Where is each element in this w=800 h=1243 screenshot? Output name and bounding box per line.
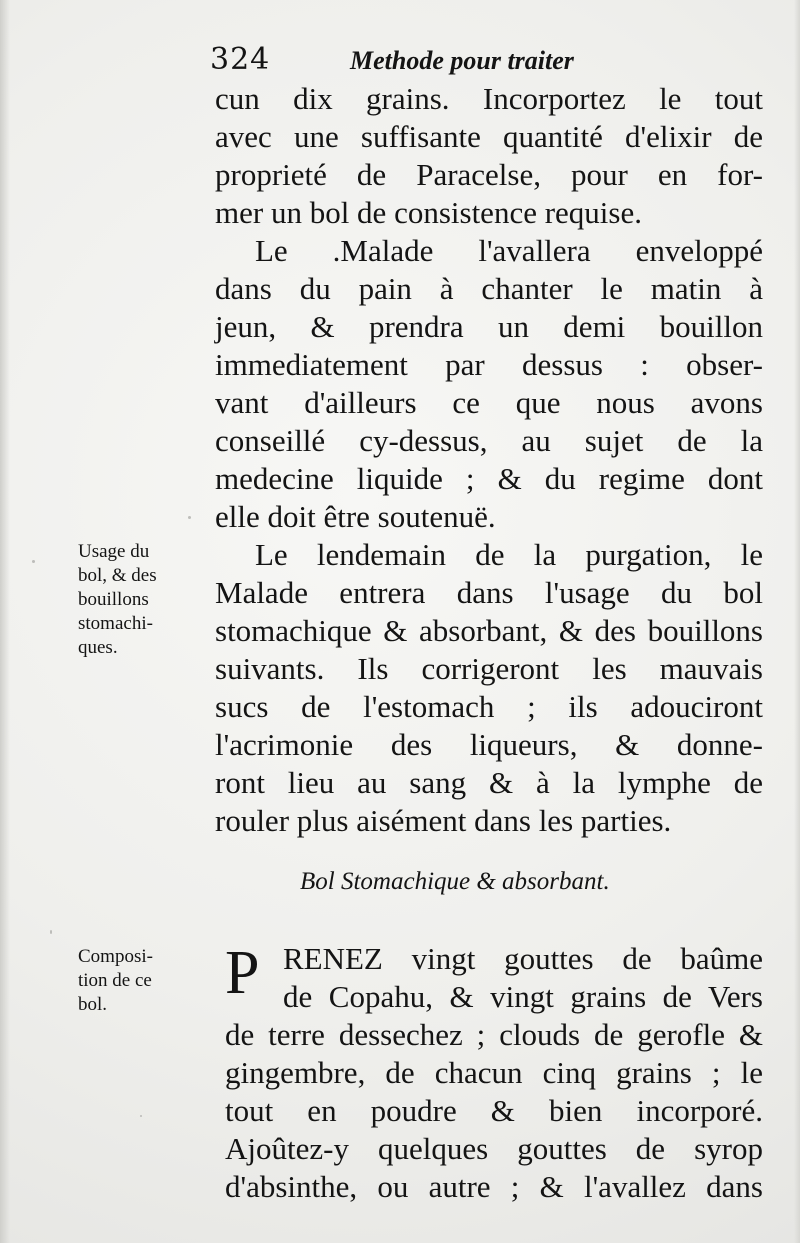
text-line: l'acrimonie des liqueurs, & donne- [215, 727, 763, 762]
drop-cap: P [225, 939, 260, 1007]
running-head [210, 42, 650, 82]
text-line: vant d'ailleurs ce que nous avons [215, 385, 763, 420]
text-line: conseillé cy-dessus, au sujet de la [215, 423, 763, 458]
text-line: Malade entrera dans l'usage du bol [215, 575, 763, 610]
text-line: medecine liquide ; & du regime dont [215, 461, 763, 496]
text-line: de terre dessechez ; clouds de gerofle & [225, 1017, 763, 1052]
page-number: 324 [210, 42, 271, 77]
margin-note-composition [78, 945, 208, 1017]
text-line: sucs de l'estomach ; ils adouciront [215, 689, 763, 724]
margin-note-line: bol. [78, 994, 108, 1015]
paper-speck [50, 930, 52, 934]
text-line: gingembre, de chacun cinq grains ; le [225, 1055, 763, 1090]
text-line: Le lendemain de la purgation, le [255, 537, 763, 572]
margin-note-line: stomachi- [78, 613, 153, 634]
text-line: rouler plus aisément dans les parties. [215, 803, 672, 838]
text-line: mer un bol de consistence requise. [215, 195, 642, 230]
paper-speck [140, 1115, 142, 1117]
text-line: elle doit être soutenuë. [215, 499, 496, 534]
margin-note-line: bol, & des [78, 565, 157, 586]
paragraph-1 [215, 80, 763, 536]
text-line: ront lieu au sang & à la lymphe de [215, 765, 763, 800]
text-line: immediatement par dessus : obser- [215, 347, 763, 382]
margin-note-line: Usage du [78, 541, 150, 562]
text-line: stomachique & absorbant, & des bouillons [215, 613, 763, 648]
text-line: de Copahu, & vingt grains de Vers [283, 979, 763, 1014]
text-line: dans du pain à chanter le matin à [215, 271, 763, 306]
text-line: tout en poudre & bien incorporé. [225, 1093, 763, 1128]
margin-note-usage [78, 540, 208, 660]
section-subheading: Bol Stomachique & absorbant. [300, 868, 610, 895]
paragraph-3 [215, 536, 763, 840]
page-edge-shadow-left [0, 0, 10, 1243]
text-line: suivants. Ils corrigeront les mauvais [215, 651, 763, 686]
margin-note-line: bouillons [78, 589, 149, 610]
margin-note-line: ques. [78, 637, 118, 658]
paper-speck [32, 560, 35, 563]
text-line: Ajoûtez-y quelques gouttes de syrop [225, 1131, 763, 1166]
page-edge-shadow-right [794, 0, 800, 1243]
running-title: Methode pour traiter [350, 46, 574, 75]
text-line: cun dix grains. Incorportez le tout [215, 81, 763, 116]
text-line: Le .Malade l'avallera enveloppé [255, 233, 763, 268]
text-line: avec une suffisante quantité d'elixir de [215, 119, 763, 154]
paragraph-4 [225, 940, 763, 1206]
text-line: proprieté de Paracelse, pour en for- [215, 157, 763, 192]
text-line: d'absinthe, ou autre ; & l'avallez dans [225, 1169, 763, 1204]
margin-note-line: tion de ce [78, 970, 152, 991]
text-line: jeun, & prendra un demi bouillon [215, 309, 763, 344]
margin-note-line: Composi- [78, 946, 153, 967]
text-line: RENEZ vingt gouttes de baûme [283, 941, 763, 976]
paper-speck [188, 516, 191, 519]
